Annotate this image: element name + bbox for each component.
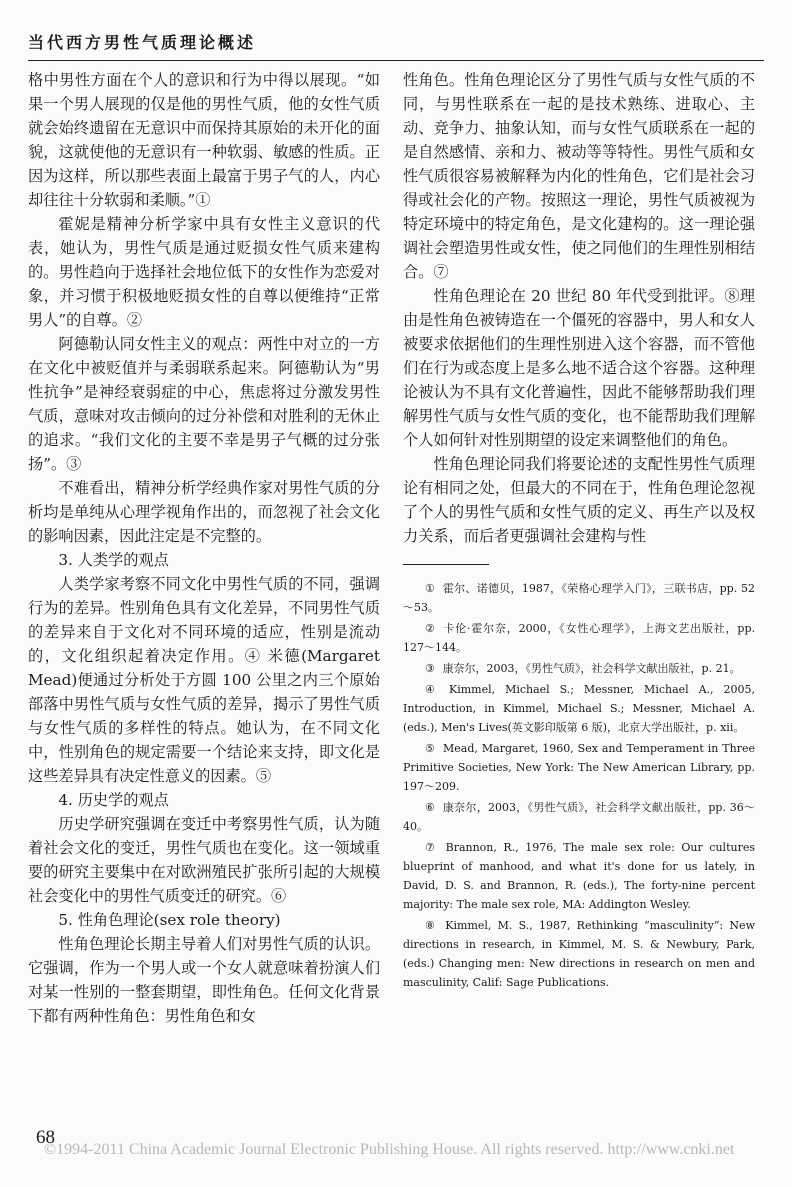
footnotes xyxy=(403,579,755,992)
footnote-text: 康奈尔，2003，《男性气质》，社会科学文献出版社，p. 21。 xyxy=(442,662,741,675)
footnote xyxy=(403,579,755,617)
footnote xyxy=(403,619,755,657)
section-heading: 5. 性角色理论(sex role theory) xyxy=(58,911,281,929)
footnote xyxy=(403,838,755,914)
footnote-mark: ⑧ xyxy=(425,919,438,932)
paragraph: 性角色理论同我们将要论述的支配性男性气质理论有相同之处，但最大的不同在于，性角色理论忽视了个人的男性气质和女性气质的定义、再生产以及权力关系，而后者更强调社会建构与性 xyxy=(403,455,755,545)
footnote xyxy=(403,739,755,796)
section-heading: 4. 历史学的观点 xyxy=(58,791,169,809)
copyright-watermark: ©1994-2011 China Academic Journal Electronic Publishing House. All rights reserved. http://www.cnki.net xyxy=(44,1141,735,1158)
left-column xyxy=(28,68,380,1028)
section-heading: 3. 人类学的观点 xyxy=(58,551,169,569)
footnote-text: Brannon, R., 1976, The male sex role: Our cultures blueprint of manhood, and what it's done for us lately, in David, D. S. and Brannon, R. (eds.), The forty-nine percent majority: The male sex role, MA: Addington Wesley. xyxy=(403,841,755,911)
footnote-text: 卡伦·霍尔奈，2000，《女性心理学》，上海文艺出版社，pp. 127～144。 xyxy=(403,622,755,654)
footnote-text: 康奈尔，2003，《男性气质》，社会科学文献出版社，pp. 36～40。 xyxy=(403,801,755,833)
paragraph: 历史学研究强调在变迁中考察男性气质，认为随着社会文化的变迁，男性气质也在变化。这一领域重要的研究主要集中在对欧洲殖民扩张所引起的大规模社会变化中的男性气质变迁的研究。⑥ xyxy=(28,815,380,905)
footnote-mark: ② xyxy=(425,622,436,635)
footnote-mark: ⑤ xyxy=(425,742,436,755)
paragraph: 人类学家考察不同文化中男性气质的不同，强调行为的差异。性别角色具有文化差异，不同男性气质的差异来自于文化对不同环境的适应，性别是流动的，文化组织起着决定作用。④ 米德(Margaret Mead)便通过分析处于方圆 100 公里之内三个原始部落中男性气质与女性气质的差异，揭示了男性气质与女性气质的多样性的特点。她认为，在不同文化中，性别角色的规定需要一个结论来支持，即文化是这些差异具有决定性意义的因素。⑤ xyxy=(28,575,380,785)
footnote-divider xyxy=(403,564,489,565)
header-rule xyxy=(28,60,764,61)
footnote-text: Kimmel, Michael S.; Messner, Michael A., 2005, Introduction, in Kimmel, Michael S.; Messner, Michael A. (eds.), Men's Lives(英文影印版第 6 版)，北京大学出版社，p. xii。 xyxy=(403,683,755,734)
footnote-mark: ④ xyxy=(425,683,442,696)
paragraph: 性角色理论长期主导着人们对男性气质的认识。它强调，作为一个男人或一个女人就意味着扮演人们对某一性别的一整套期望，即性角色。任何文化背景下都有两种性角色：男性角色和女 xyxy=(28,935,380,1025)
footnote-mark: ③ xyxy=(425,662,435,675)
footnote-mark: ⑥ xyxy=(425,801,436,814)
footnote-text: 霍尔、诺德贝，1987，《荣格心理学入门》，三联书店，pp. 52～53。 xyxy=(403,582,755,614)
paragraph: 格中男性方面在个人的意识和行为中得以展现。“如果一个男人展现的仅是他的男性气质，他的女性气质就会始终遗留在无意识中而保持其原始的未开化的面貌，这就使他的无意识有一种软弱、敏感的性质。正因为这样，所以那些表面上最富于男子气的人，内心却往往十分软弱和柔顺。”① xyxy=(28,71,380,209)
right-column xyxy=(403,68,755,994)
footnote-mark: ① xyxy=(425,582,436,595)
footnote-text: Mead, Margaret, 1960, Sex and Temperament in Three Primitive Societies, New York: The New American Library, pp. 197～209. xyxy=(403,742,755,793)
footnote-mark: ⑦ xyxy=(425,841,438,854)
footnote-text: Kimmel, M. S., 1987, Rethinking “masculinity”: New directions in research, in Kimmel, M. S. & Newbury, Park, (eds.) Changing men: New directions in research on men and masculinity, Calif: Sage Publications. xyxy=(403,919,755,989)
paragraph: 霍妮是精神分析学家中具有女性主义意识的代表，她认为，男性气质是通过贬损女性气质来建构的。男性趋向于选择社会地位低下的女性作为恋爱对象，并习惯于积极地贬损女性的自尊以便维持“正常男人”的自尊。② xyxy=(28,215,380,329)
footnote xyxy=(403,659,755,678)
footnote xyxy=(403,798,755,836)
paragraph: 性角色。性角色理论区分了男性气质与女性气质的不同，与男性联系在一起的是技术熟练、进取心、主动、竞争力、抽象认知，而与女性气质联系在一起的是自然感情、亲和力、被动等等特性。男性气质和女性气质很容易被解释为内化的性角色，它们是社会习得或社会化的产物。按照这一理论，男性气质被视为特定环境中的特定角色，是文化建构的。这一理论强调社会塑造男性或女性，使之同他们的生理性别相结合。⑦ xyxy=(403,71,755,281)
paragraph: 性角色理论在 20 世纪 80 年代受到批评。⑧理由是性角色被铸造在一个僵死的容器中，男人和女人被要求依据他们的生理性别进入这个容器，而不管他们在行为或态度上是多么地不适合这个容器。这种理论被认为不具有文化普遍性，因此不能够帮助我们理解男性气质与女性气质的变化，也不能帮助我们理解个人如何针对性别期望的设定来调整他们的角色。 xyxy=(403,287,755,449)
footnote xyxy=(403,916,755,992)
page-number: 68 xyxy=(36,1127,55,1148)
footnote xyxy=(403,680,755,737)
paragraph: 不难看出，精神分析学经典作家对男性气质的分析均是单纯从心理学视角作出的，而忽视了社会文化的影响因素，因此注定是不完整的。 xyxy=(28,479,380,545)
running-header: 当代西方男性气质理论概述 xyxy=(28,33,257,52)
paragraph: 阿德勒认同女性主义的观点：两性中对立的一方在文化中被贬值并与柔弱联系起来。阿德勒认为“男性抗争”是神经衰弱症的中心，焦虑将过分激发男性气质，意味对攻击倾向的过分补偿和对胜利的无休止的追求。“我们文化的主要不幸是男子气概的过分张扬”。③ xyxy=(28,335,380,473)
